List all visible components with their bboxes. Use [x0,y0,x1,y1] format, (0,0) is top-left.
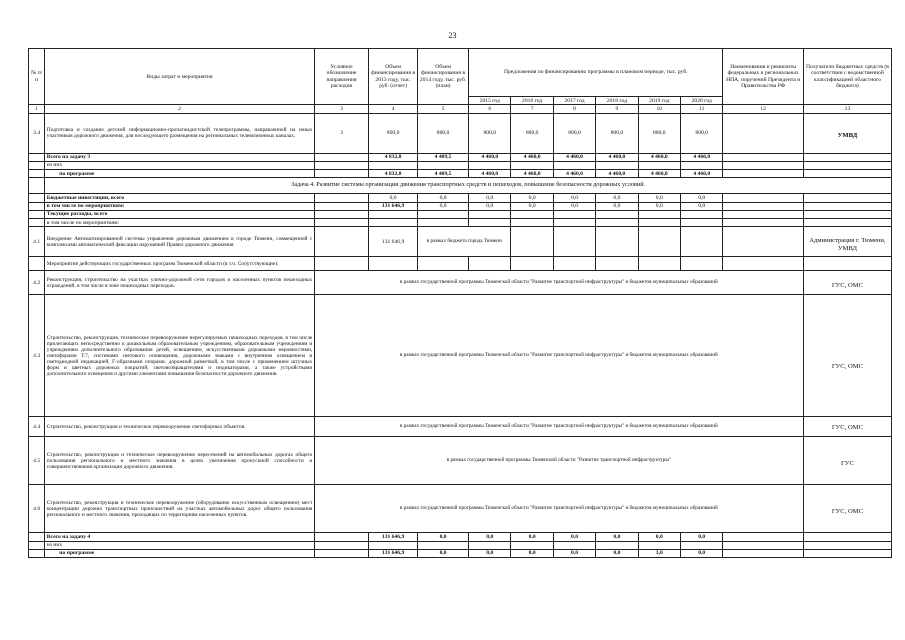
table-row [29,437,892,485]
recipient-cell: УМВД [803,113,891,153]
table-row [29,417,892,437]
task-heading: Задача 4. Развитие системы организации движения транспортных средств и пешеходов, повышение безопасности дорожных условий. [45,178,892,194]
value-cell: 800,0 [553,113,595,153]
value-cell: 0,0 [469,194,511,202]
program-value: 4 460,0 [680,170,722,178]
total-row [29,153,892,161]
header-year: 2017 год [553,97,595,105]
value-cell: 0,0 [418,202,469,210]
program-value: 0,0 [553,549,595,557]
table-row [29,541,892,549]
row-number: 4.4 [29,417,45,437]
total-row [29,533,892,541]
table-row [29,202,892,210]
header-year: 2020 год [680,97,722,105]
incl-measures-label: в том числе по мероприятиям: [45,202,315,210]
program-value: 4 460,0 [596,170,638,178]
header-volume-2013: Объем финансирования в 2013 году, тыс. руб. (отчет) [369,49,418,105]
total-value: 4 460,0 [596,153,638,161]
value-cell: 800,0 [596,113,638,153]
program-value: 0,0 [680,549,722,557]
total-label: Всего на задачу 3 [45,153,315,161]
program-row [29,549,892,557]
header-types: Виды затрат и мероприятия [45,49,315,105]
row-number: 3.4 [29,113,45,153]
value-cell: 800,0 [418,113,469,153]
recipient-cell: ГУС, ОМС [803,417,891,437]
table-row [29,161,892,169]
total-value: 0,0 [596,533,638,541]
row-number: 4.3 [29,295,45,417]
value-cell: 0,0 [638,202,680,210]
column-number: 12 [723,105,803,113]
total-value: 0,0 [638,533,680,541]
value-cell: 0,0 [511,194,553,202]
measure-description: Строительство, реконструкция и техническое перевооружение пересечений на автомобильных дорогах общего пользования регионального и местного значения в целях увеличения пропускной способности и совершенствования организации дорожного движения. [45,437,315,485]
column-number: 7 [511,105,553,113]
program-value: 0,0 [469,549,511,557]
total-value: 0,0 [680,533,722,541]
header-npa: Наименования и реквизиты федеральных и региональных НПА, поручений Президента и Правительства РФ [723,49,803,105]
program-value: 4 460,0 [511,170,553,178]
state-programs-label: Мероприятия действующих государственных программ Тюменской области (в т.ч. Сопутствующие): [45,257,315,271]
program-value: 4 832,8 [369,170,418,178]
column-number: 11 [680,105,722,113]
measure-description: Подготовка и создание детской информационно-пропагандистской телепрограммы, направленной на юных участников дорожного движения, для последующего размещения на региональных телевизионных каналах. [45,113,315,153]
funding-note: в рамках государственной программы Тюменской области "Развитие транспортной инфраструктуры" и бюджетов муниципальных образований [314,271,803,295]
measure-description: Реконструкция, строительство на участках улично-дорожной сети городов и населенных пунктов пешеходных ограждений, в том числе в зоне пешеходных переходов. [45,271,315,295]
total-value: 0,0 [511,533,553,541]
value-cell: 0,0 [553,202,595,210]
measure-description: Строительство, реконструкция и техническое перевооружение (оборудование искусственным освещением) мест концентрации дорожно транспортных происшествий на участках автомобильных дорог общего пользования регионального и местного значения, проходящих по территориям населенных пунктов. [45,485,315,533]
program-value: 0,0 [418,549,469,557]
value-cell: 0,0 [553,194,595,202]
header-year: 2019 год [638,97,680,105]
value-cell: 0,0 [596,202,638,210]
total-value: 4 460,0 [638,153,680,161]
column-number: 3 [314,105,368,113]
total-value: 4 832,8 [369,153,418,161]
program-value: 4 460,0 [469,170,511,178]
total-label: Всего на задачу 4 [45,533,315,541]
program-label: по программе [45,170,315,178]
total-value: 4 409,5 [418,153,469,161]
header-proposals: Предложения по финансированию программы в плановом периоде, тыс. руб. [469,49,723,97]
value-cell: 0,0 [638,194,680,202]
table-row [29,113,892,153]
current-expenses-label: Текущие расходы, всего [45,210,315,218]
value-cell: 0,0 [680,194,722,202]
recipient-cell: Администрация г. Тюмени, УМВД [803,227,891,257]
row-number: 4.2 [29,271,45,295]
column-number: 1 [29,105,45,113]
value-cell: 800,0 [369,113,418,153]
column-number: 5 [418,105,469,113]
total-value: 4 460,0 [680,153,722,161]
value-cell: 0,0 [469,202,511,210]
total-value: 131 646,9 [369,533,418,541]
value-cell: 0,0 [511,202,553,210]
recipient-cell: ГУС [803,437,891,485]
program-value: 3,0 [638,549,680,557]
total-value: 0,0 [418,533,469,541]
header-num: № п/п [29,49,45,105]
header-year: 2015 год [469,97,511,105]
funding-note: в рамках государственной программы Тюменской области "Развитие транспортной инфраструктуры" [314,437,803,485]
table-row [29,194,892,202]
program-value: 4 460,0 [553,170,595,178]
total-value: 4 460,0 [511,153,553,161]
program-value: 0,0 [596,549,638,557]
npa-cell [723,113,803,153]
column-number: 4 [369,105,418,113]
table-row [29,219,892,227]
row-number: 4.1 [29,227,45,257]
program-value: 0,0 [511,549,553,557]
column-number: 9 [596,105,638,113]
recipient-cell: ГУС, ОМС [803,271,891,295]
total-value: 0,0 [469,533,511,541]
measure-description: Строительство, реконструкция, техническое перевооружение нерегулируемых пешеходных переходов, в том числе прилегающих непосредственно к дошкольным образовательным учреждениям, образовательным учреждениям и учреждениям дополнительного образования детей, освещением, искусственными дорожными неровностями, светофорами Т.7, системами светового оповещения, дорожными знаками с внутренним освещением и светодиодной индикацией, Г-образными опорами, дорожной разметкой, в том числе с применением штучных форм и цветных дорожных покрытий, световозвращателями и индикаторами, а также устройствами дополнительного освещения и другими элементами повышения безопасности дорожного движения. [45,295,315,417]
total-value: 4 460,0 [469,153,511,161]
iz-nih-label: из них [45,541,315,549]
value-cell: 800,0 [469,113,511,153]
column-number: 10 [638,105,680,113]
program-value: 4 460,0 [638,170,680,178]
table-row [29,295,892,417]
value-cell: 131 646,9 [369,202,418,210]
iz-nih-label: из них [45,161,315,169]
measure-description: Внедрение Автоматизированной системы управления дорожным движением в городе Тюмени, совмещенной с комплексами автоматической фиксации нарушений Правил дорожного движения [45,227,315,257]
column-number: 8 [553,105,595,113]
header-volume-2014: Объем финансирования в 2014 году, тыс. руб. (план) [418,49,469,105]
value-cell: 0,0 [596,194,638,202]
row-number: 4.6 [29,485,45,533]
table-row [29,227,892,257]
table-row [29,257,892,271]
header-recipients: Получатели бюджетных средств (в соответствии с ведомственной классификацией областного бюджета) [803,49,891,105]
table-row [29,485,892,533]
funding-note: в рамках государственной программы Тюменской области "Развитие транспортной инфраструктуры" и бюджетов муниципальных образований [314,485,803,533]
incl-measures-label-2: в том числе по мероприятиям: [45,219,315,227]
page-number: 23 [448,31,457,40]
total-value: 4 460,0 [553,153,595,161]
header-conditional: Условное обозначение направления расходов [314,49,368,105]
column-number: 6 [469,105,511,113]
program-row [29,170,892,178]
value-cell: 0,0 [418,194,469,202]
value-cell: 0,0 [680,202,722,210]
funding-note: в рамках бюджета города Тюмени [418,227,511,257]
financing-table [28,48,892,558]
measure-description: Строительство, реконструкция и техническое перевооружение светофорных объектов. [45,417,315,437]
recipient-cell: ГУС, ОМС [803,485,891,533]
program-value: 4 409,5 [418,170,469,178]
header-year: 2016 год [511,97,553,105]
invest-label: Бюджетные инвестиции, всего [45,194,315,202]
funding-note: в рамках государственной программы Тюменской области "Развитие транспортной инфраструктуры" и бюджетов муниципальных образований [314,417,803,437]
column-number: 13 [803,105,891,113]
funding-note: в рамках государственной программы Тюменской области "Развитие транспортной инфраструктуры" и бюджетов муниципальных образований [314,295,803,417]
value-cell: 800,0 [511,113,553,153]
table-row [29,271,892,295]
program-label: по программе [45,549,315,557]
task-heading-row [29,178,892,194]
recipient-cell: ГУС, ОМС [803,295,891,417]
table-row [29,210,892,218]
value-cell: 131 646,9 [369,227,418,257]
direction-code: 3 [314,113,368,153]
value-cell: 0,0 [369,194,418,202]
column-number: 2 [45,105,315,113]
row-number: 4.5 [29,437,45,485]
header-year: 2018 год [596,97,638,105]
value-cell: 800,0 [680,113,722,153]
total-value: 0,0 [553,533,595,541]
program-value: 131 646,9 [369,549,418,557]
value-cell: 800,0 [638,113,680,153]
